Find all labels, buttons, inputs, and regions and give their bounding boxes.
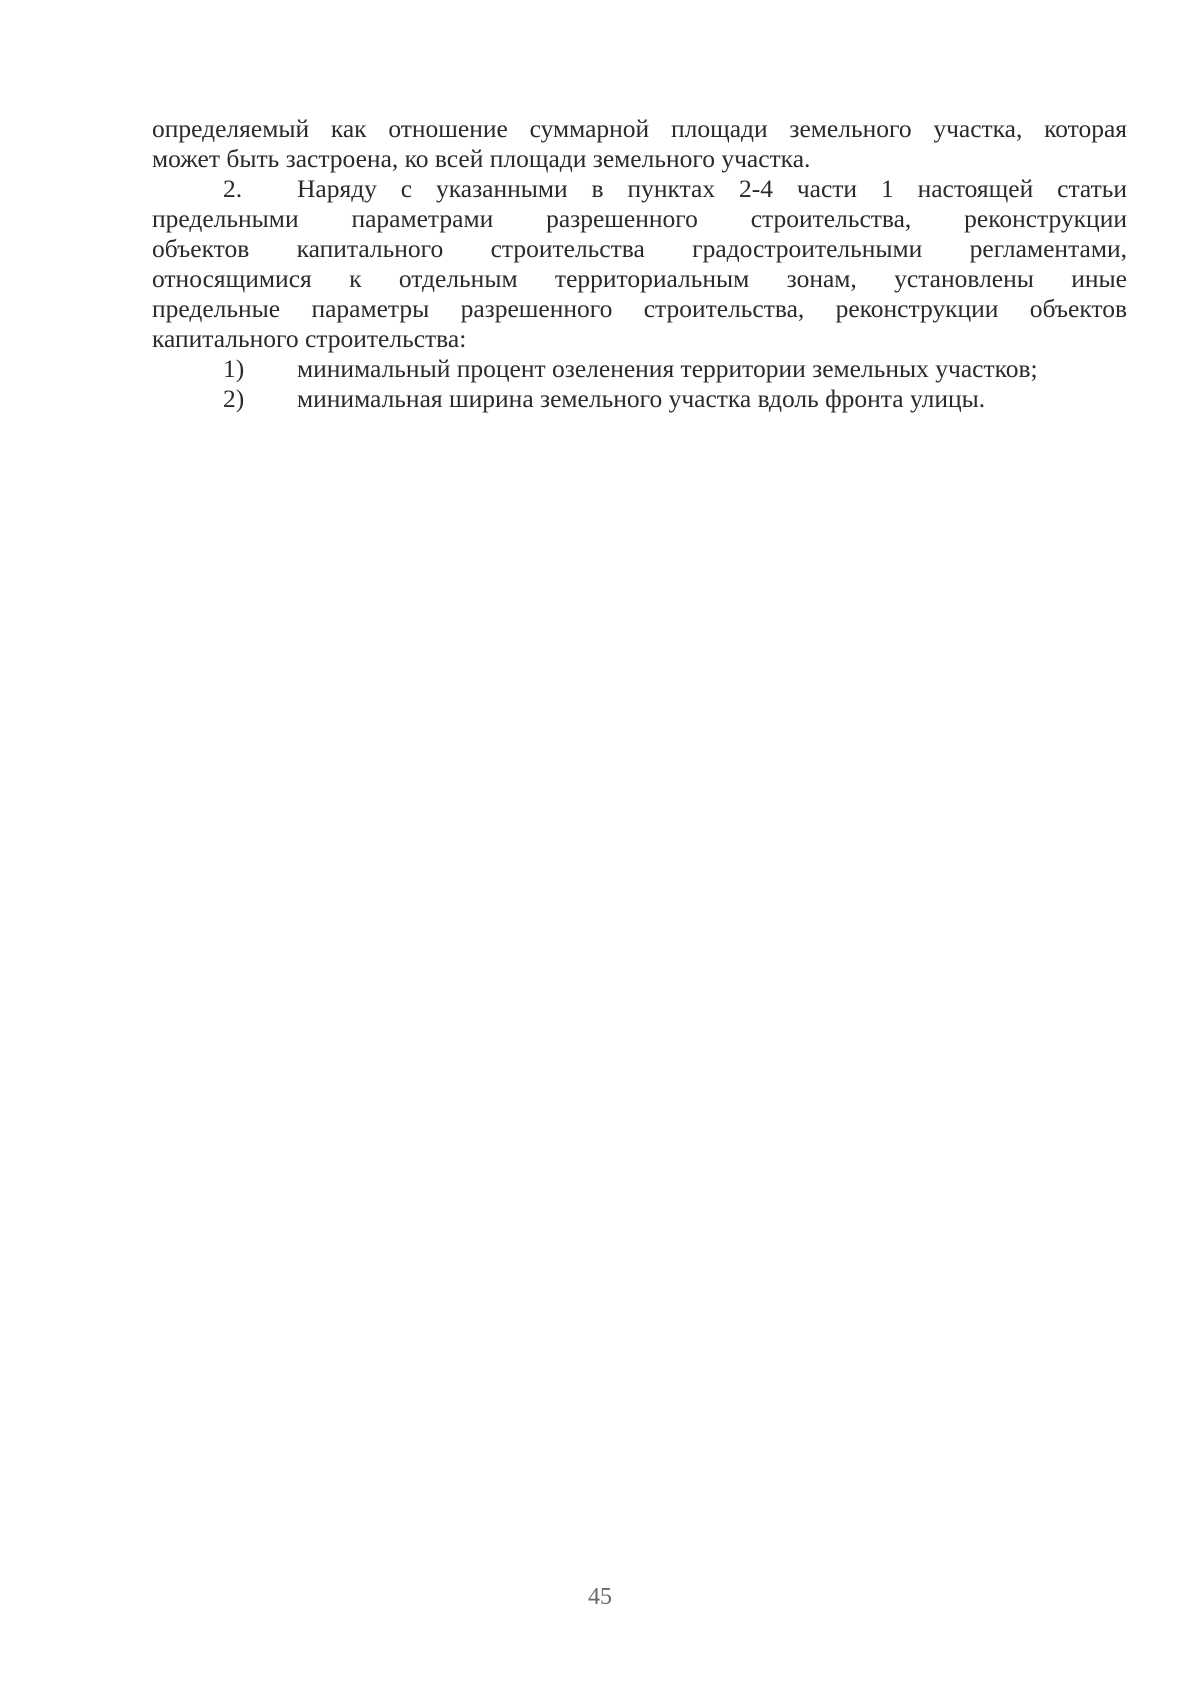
page-number: 45 bbox=[588, 1584, 612, 1610]
text-line: может быть застроена, ко всей площади земельного участка. bbox=[152, 144, 811, 173]
paragraph-number: 2. bbox=[223, 174, 243, 203]
text-line: предельными параметрами разрешенного строительства, реконструкции bbox=[152, 204, 1127, 233]
text-line: относящимися к отдельным территориальным зонам, установлены иные bbox=[152, 264, 1127, 293]
list-item-number: 2) bbox=[223, 384, 245, 413]
list-item-text: минимальный процент озеленения территории земельных участков; bbox=[297, 354, 1038, 383]
text-line: определяемый как отношение суммарной площади земельного участка, которая bbox=[152, 114, 1127, 143]
text-line: капитального строительства: bbox=[152, 324, 467, 353]
list-item-number: 1) bbox=[223, 354, 245, 383]
text-line: предельные параметры разрешенного строительства, реконструкции объектов bbox=[152, 294, 1127, 323]
list-item-text: минимальная ширина земельного участка вдоль фронта улицы. bbox=[297, 384, 986, 413]
text-line: Наряду с указанными в пунктах 2-4 части 1 настоящей статьи bbox=[297, 174, 1127, 203]
text-line: объектов капитального строительства градостроительными регламентами, bbox=[152, 234, 1127, 263]
